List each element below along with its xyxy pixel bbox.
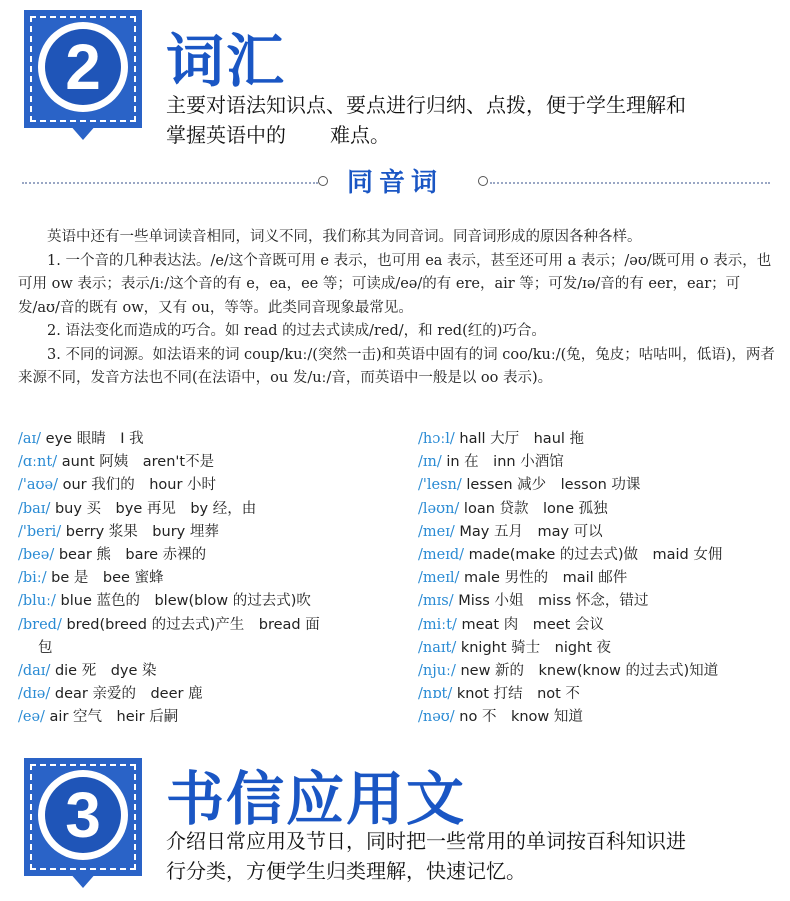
vocab-words: bear 熊 bare 赤裸的 bbox=[54, 547, 207, 564]
phonetic: /'aʊə/ bbox=[18, 477, 58, 494]
vocab-row bbox=[18, 683, 320, 706]
vocab-words: knight 骑士 night 夜 bbox=[456, 639, 612, 656]
phonetic: /daɪ/ bbox=[18, 663, 51, 680]
vocab-words: in 在 inn 小酒馆 bbox=[441, 454, 564, 471]
vocab-row bbox=[418, 660, 722, 683]
vocab-words: berry 浆果 bury 埋葬 bbox=[61, 523, 219, 540]
vocab-column-left bbox=[18, 428, 320, 730]
desc-line: 行分类，方便学生归类理解，快速记忆。 bbox=[166, 859, 526, 883]
vocab-words: made(make 的过去式)做 maid 女佣 bbox=[464, 547, 723, 564]
vocab-words: new 新的 knew(know 的过去式)知道 bbox=[455, 663, 719, 680]
vocab-words: bred(breed 的过去式)产生 bread 面 bbox=[61, 616, 320, 633]
vocab-row bbox=[418, 498, 722, 521]
vocab-row bbox=[418, 637, 722, 660]
badge-pointer bbox=[69, 872, 97, 888]
phonetic: /ɪn/ bbox=[418, 454, 442, 471]
paragraph: 英语中还有一些单词读音相同，词义不同，我们称其为同音词。同音词形成的原因各种各样。 bbox=[47, 229, 642, 245]
desc-line: 主要对语法知识点、要点进行归纳、点拨，便于学生理解和 bbox=[166, 93, 686, 117]
vocab-row bbox=[418, 521, 722, 544]
section-3-badge bbox=[18, 758, 148, 888]
vocab-row bbox=[418, 706, 722, 729]
vocab-row bbox=[18, 660, 320, 683]
phonetic: /njuː/ bbox=[418, 663, 456, 680]
phonetic: /bred/ bbox=[18, 616, 62, 633]
phonetic: /ləʊn/ bbox=[418, 500, 460, 517]
phonetic: /naɪt/ bbox=[418, 639, 457, 656]
vocab-row-continued bbox=[18, 637, 320, 660]
vocab-row bbox=[18, 498, 320, 521]
vocab-row bbox=[418, 683, 722, 706]
phonetic: /nɒt/ bbox=[418, 686, 453, 703]
phonetic: /baɪ/ bbox=[18, 500, 51, 517]
phonetic: /hɔːl/ bbox=[418, 431, 455, 447]
phonetic: /mɪs/ bbox=[418, 593, 454, 610]
phonetic: /bluː/ bbox=[18, 593, 56, 610]
vocab-row bbox=[18, 614, 320, 637]
vocab-row bbox=[418, 544, 722, 567]
vocab-words: blue 蓝色的 blew(blow 的过去式)吹 bbox=[55, 593, 311, 610]
vocab-row bbox=[18, 521, 320, 544]
section-number: 3 bbox=[45, 777, 121, 853]
section-number: 2 bbox=[45, 29, 121, 105]
vocab-row bbox=[418, 451, 722, 474]
vocab-words: May 五月 may 可以 bbox=[454, 523, 603, 540]
paragraph: 2. 语法变化而造成的巧合。如 read 的过去式读成/red/，和 red(红的)巧合。 bbox=[47, 323, 546, 339]
section-2-title: 词汇 bbox=[166, 27, 287, 95]
vocab-words: buy 买 bye 再见 by 经，由 bbox=[50, 500, 257, 517]
phonetic: /meɪl/ bbox=[418, 570, 460, 587]
vocab-words: 包 bbox=[38, 639, 53, 656]
vocab-row bbox=[18, 451, 320, 474]
vocab-words: no 不 know 知道 bbox=[454, 709, 583, 726]
vocab-words: Miss 小姐 miss 怀念，错过 bbox=[453, 593, 649, 610]
badge-pointer bbox=[69, 124, 97, 140]
vocab-words: be 是 bee 蜜蜂 bbox=[46, 570, 164, 587]
section-2-description bbox=[166, 90, 766, 150]
vocab-words: dear 亲爱的 deer 鹿 bbox=[50, 686, 203, 703]
vocab-words: air 空气 heir 后嗣 bbox=[44, 709, 179, 726]
vocab-row bbox=[18, 706, 320, 729]
divider-right bbox=[490, 182, 770, 184]
vocab-words: loan 贷款 lone 孤独 bbox=[459, 500, 608, 517]
vocab-words: knot 打结 not 不 bbox=[452, 686, 580, 703]
vocab-row bbox=[18, 567, 320, 590]
desc-line bbox=[166, 120, 766, 150]
desc-line: 介绍日常应用及节日，同时把一些常用的单词按百科知识进 bbox=[166, 829, 686, 853]
phonetic: /nəʊ/ bbox=[418, 709, 455, 726]
vocab-row bbox=[418, 567, 722, 590]
vocab-words: lessen 减少 lesson 功课 bbox=[461, 477, 641, 494]
vocab-row bbox=[418, 614, 722, 637]
phonetic: /'lesn/ bbox=[418, 477, 462, 494]
vocab-words: aunt 阿姨 aren't不是 bbox=[57, 454, 215, 471]
section-2-badge bbox=[18, 10, 148, 140]
vocab-row bbox=[18, 428, 320, 451]
phonetic: /dɪə/ bbox=[18, 686, 51, 703]
vocab-row bbox=[418, 474, 722, 497]
vocab-words: meat 肉 meet 会议 bbox=[456, 616, 604, 633]
desc-text: 掌握英语中的 bbox=[166, 123, 286, 147]
vocab-words: male 男性的 mail 邮件 bbox=[459, 570, 628, 587]
paragraph: 3. 不同的词源。如法语来的词 coup/kuː/(突然一击)和英语中固有的词 coo/kuː/(兔，兔皮；咕咕叫，低语)，两者来源不同，发音方法也不同(在法语中，ou 发/uː/音，而英语中一般是以 oo 表示)。 bbox=[18, 346, 775, 386]
section-3-title: 书信应用文 bbox=[166, 765, 467, 833]
phonetic: /ɑːnt/ bbox=[18, 454, 58, 471]
vocab-row bbox=[18, 590, 320, 613]
phonetic: /meɪd/ bbox=[418, 547, 465, 564]
phonetic: /meɪ/ bbox=[418, 523, 455, 540]
intro-text bbox=[18, 226, 780, 391]
phonetic: /biː/ bbox=[18, 570, 47, 587]
page-cut-edge bbox=[0, 728, 790, 742]
vocab-row bbox=[18, 544, 320, 567]
vocab-row bbox=[418, 590, 722, 613]
phonetic: /eə/ bbox=[18, 709, 45, 726]
vocab-words: die 死 dye 染 bbox=[50, 663, 157, 680]
divider-dot-right bbox=[478, 176, 488, 186]
desc-text: 难点。 bbox=[330, 123, 390, 147]
phonetic: /beə/ bbox=[18, 547, 55, 564]
vocab-words: our 我们的 hour 小时 bbox=[57, 477, 217, 494]
vocab-row bbox=[18, 474, 320, 497]
vocab-words: hall 大厅 haul 拖 bbox=[454, 431, 585, 447]
section-3-description bbox=[166, 826, 766, 886]
subheading: 同音词 bbox=[346, 168, 443, 198]
vocab-column-right bbox=[418, 428, 722, 730]
phonetic: /miːt/ bbox=[418, 616, 457, 633]
vocab-row bbox=[418, 428, 722, 451]
phonetic: /aɪ/ bbox=[18, 431, 42, 447]
vocab-words: eye 眼睛 I 我 bbox=[41, 431, 144, 447]
paragraph: 1. 一个音的几种表达法。/e/这个音既可用 e 表示，也可用 ea 表示，甚至还可用 a 表示；/əʊ/既可用 o 表示，也可用 ow 表示；表示/iː/这个音的有 e，ea，ee 等；可读成/eə/的有 ere，air 等；可发/ɪə/音的有 eer，ear；可发/aʊ/音的既有 ow，又有 ou，等等。此类同音现象最常见。 bbox=[18, 252, 772, 316]
phonetic: /'beri/ bbox=[18, 523, 62, 540]
